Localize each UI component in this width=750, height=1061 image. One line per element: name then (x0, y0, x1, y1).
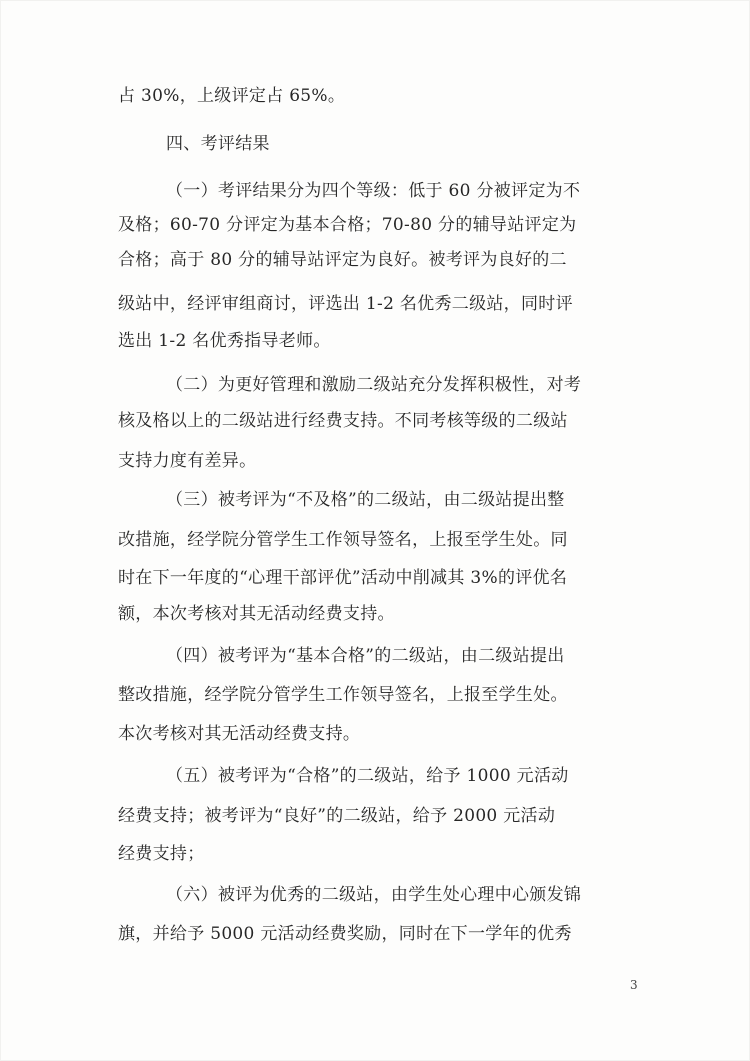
paragraph-2-line: 支持力度有差异。 (118, 451, 257, 471)
paragraph-3-line: 时在下一年度的“心理干部评优”活动中削减其 3%的评优名 (118, 568, 568, 588)
page-number: 3 (630, 978, 638, 992)
paragraph-6-line: 旗，并给予 5000 元活动经费奖励，同时在下一学年的优秀 (118, 924, 572, 944)
paragraph-1-line: （一）考评结果分为四个等级：低于 60 分被评定为不 (166, 181, 581, 201)
paragraph-4-line: 整改措施，经学院分管学生工作领导签名，上报至学生处。 (118, 685, 568, 705)
paragraph-2-line: 核及格以上的二级站进行经费支持。不同考核等级的二级站 (118, 411, 568, 431)
paragraph-5-line: （五）被考评为“合格”的二级站，给予 1000 元活动 (166, 766, 569, 786)
paragraph-1-line: 级站中，经评审组商讨，评选出 1-2 名优秀二级站，同时评 (118, 294, 573, 314)
paragraph-2-line: （二）为更好管理和激励二级站充分发挥积极性，对考 (166, 375, 582, 395)
paragraph-3-line: 额，本次考核对其无活动经费支持。 (118, 604, 395, 624)
paragraph-1-line: 及格；60-70 分评定为基本合格；70-80 分的辅导站评定为 (118, 215, 577, 235)
section-heading: 四、考评结果 (166, 134, 270, 154)
paragraph-3-line: 改措施，经学院分管学生工作领导签名，上报至学生处。同 (118, 530, 568, 550)
paragraph-6-line: （六）被评为优秀的二级站，由学生处心理中心颁发锦 (166, 885, 582, 905)
paragraph-3-line: （三）被考评为“不及格”的二级站，由二级站提出整 (166, 490, 565, 510)
paragraph-5-line: 经费支持；被考评为“良好”的二级站，给予 2000 元活动 (118, 806, 556, 826)
paragraph-4-line: 本次考核对其无活动经费支持。 (118, 724, 361, 744)
paragraph-1-line: 选出 1-2 名优秀指导老师。 (118, 331, 331, 351)
paragraph-5-line: 经费支持； (118, 844, 205, 864)
paragraph-4-line: （四）被考评为“基本合格”的二级站，由二级站提出 (166, 646, 565, 666)
paragraph-1-line: 合格；高于 80 分的辅导站评定为良好。被考评为良好的二 (118, 250, 567, 270)
text-line: 占 30%，上级评定占 65%。 (118, 86, 346, 106)
